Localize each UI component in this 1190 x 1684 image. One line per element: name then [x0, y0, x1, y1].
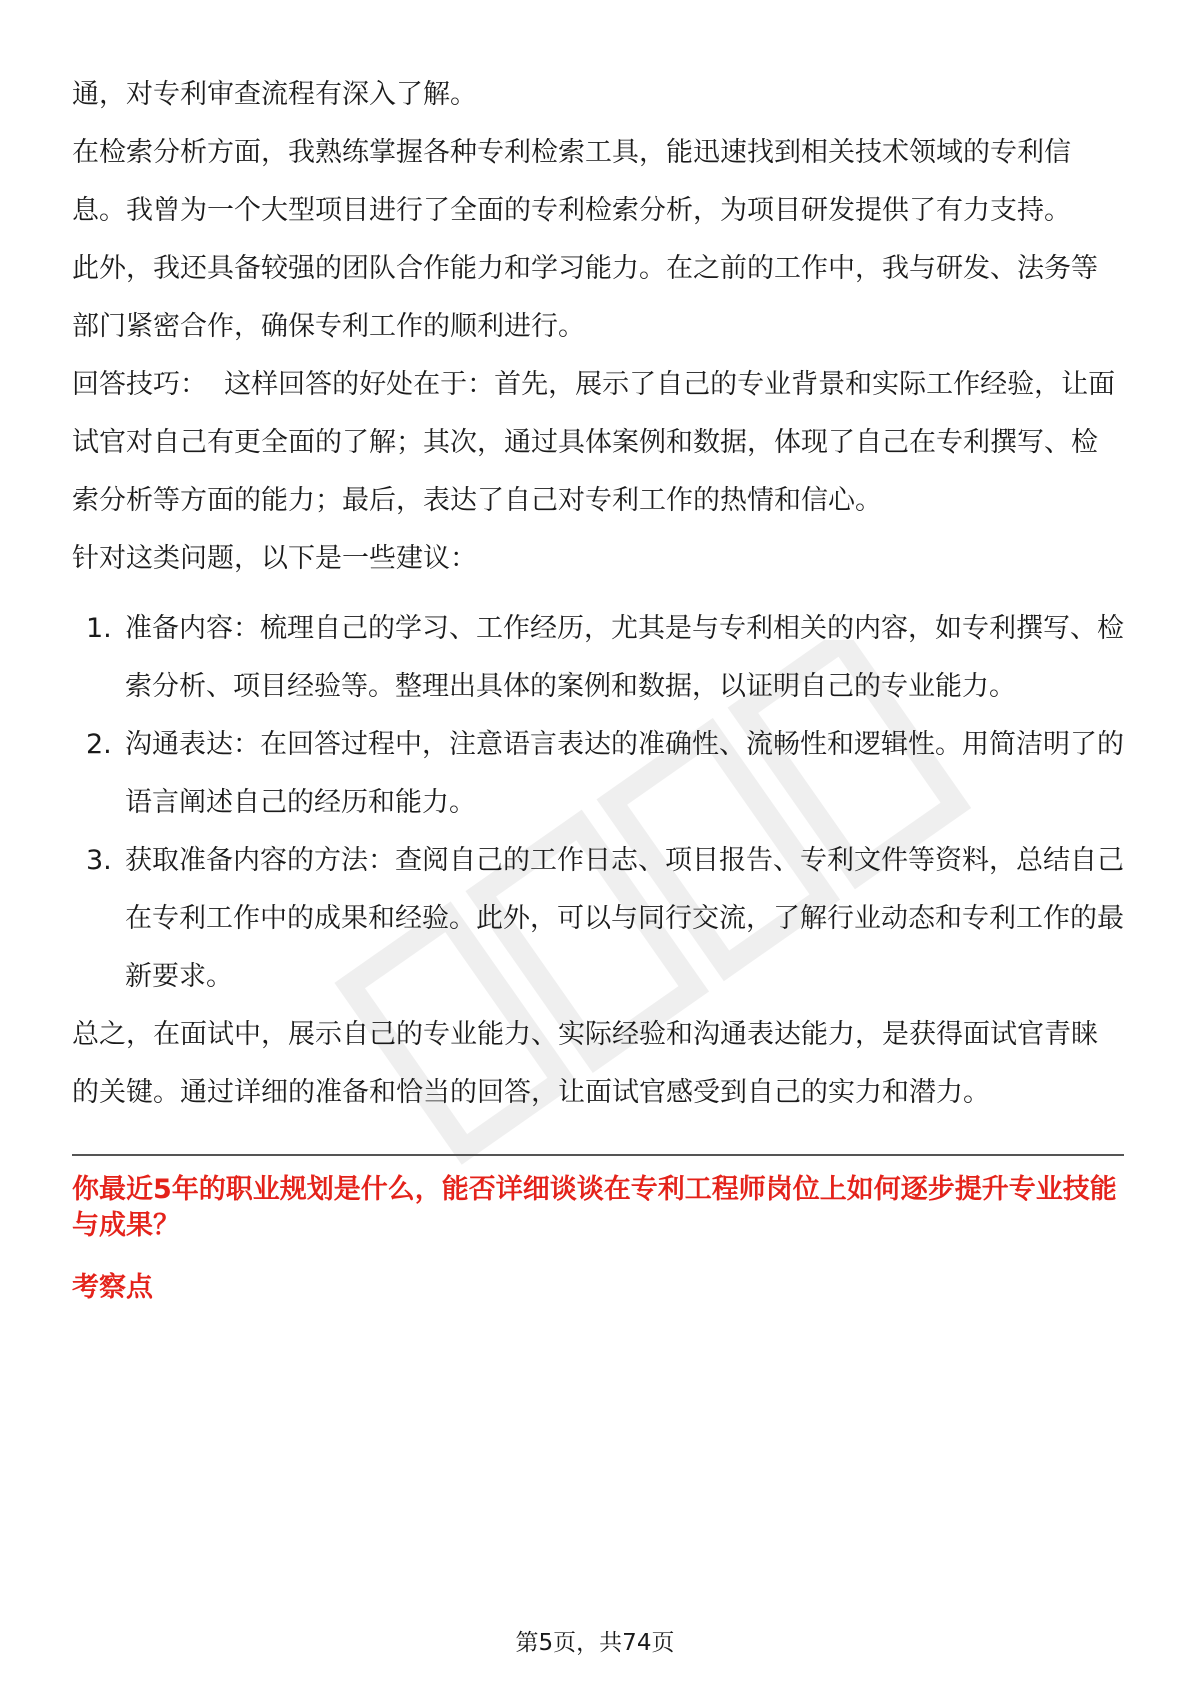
- paragraph-teamwork: 此外，我还具备较强的团队合作能力和学习能力。在之前的工作中，我与研发、法务等部门紧密合作，确保专利工作的顺利进行。: [72, 253, 1098, 342]
- list-item: [72, 716, 1124, 832]
- paragraph-search-analysis: 在检索分析方面，我熟练掌握各种专利检索工具，能迅速找到相关技术领域的专利信息。我曾为一个大型项目进行了全面的专利检索分析，为项目研发提供了有力支持。: [72, 137, 1071, 226]
- list-number: 2.: [86, 729, 112, 760]
- paragraph-intro-end: 通，对专利审查流程有深入了解。: [72, 79, 477, 110]
- list-item: [72, 832, 1124, 1006]
- list-item: [72, 600, 1124, 716]
- suggestions-list: [72, 600, 1124, 1006]
- section-divider: [72, 1154, 1124, 1156]
- list-item-text: 获取准备内容的方法：查阅自己的工作日志、项目报告、专利文件等资料，总结自己在专利工作中的成果和经验。此外，可以与同行交流，了解行业动态和专利工作的最新要求。: [125, 845, 1124, 992]
- page-number-footer: 第5页，共74页: [515, 1630, 675, 1656]
- paragraph-conclusion: 总之，在面试中，展示自己的专业能力、实际经验和沟通表达能力，是获得面试官青睐的关键。通过详细的准备和恰当的回答，让面试官感受到自己的实力和潜力。: [72, 1019, 1098, 1108]
- main-content: [72, 66, 1124, 1306]
- paragraph-answer-tips: 回答技巧： 这样回答的好处在于：首先，展示了自己的专业背景和实际工作经验，让面试官对自己有更全面的了解；其次，通过具体案例和数据，体现了自己在专利撰写、检索分析等方面的能力；最后，表达了自己对专利工作的热情和信心。: [72, 369, 1116, 516]
- list-item-text: 准备内容：梳理自己的学习、工作经历，尤其是与专利相关的内容，如专利撰写、检索分析、项目经验等。整理出具体的案例和数据，以证明自己的专业能力。: [125, 613, 1124, 702]
- section-label: 考察点: [72, 1272, 153, 1303]
- list-number: 3.: [86, 845, 112, 876]
- question-heading: 你最近5年的职业规划是什么，能否详细谈谈在专利工程师岗位上如何逐步提升专业技能与成果？: [72, 1174, 1117, 1241]
- list-item-text: 沟通表达：在回答过程中，注意语言表达的准确性、流畅性和逻辑性。用简洁明了的语言阐述自己的经历和能力。: [125, 729, 1124, 818]
- paragraph-suggestions-intro: 针对这类问题，以下是一些建议：: [72, 543, 477, 574]
- list-number: 1.: [86, 613, 112, 644]
